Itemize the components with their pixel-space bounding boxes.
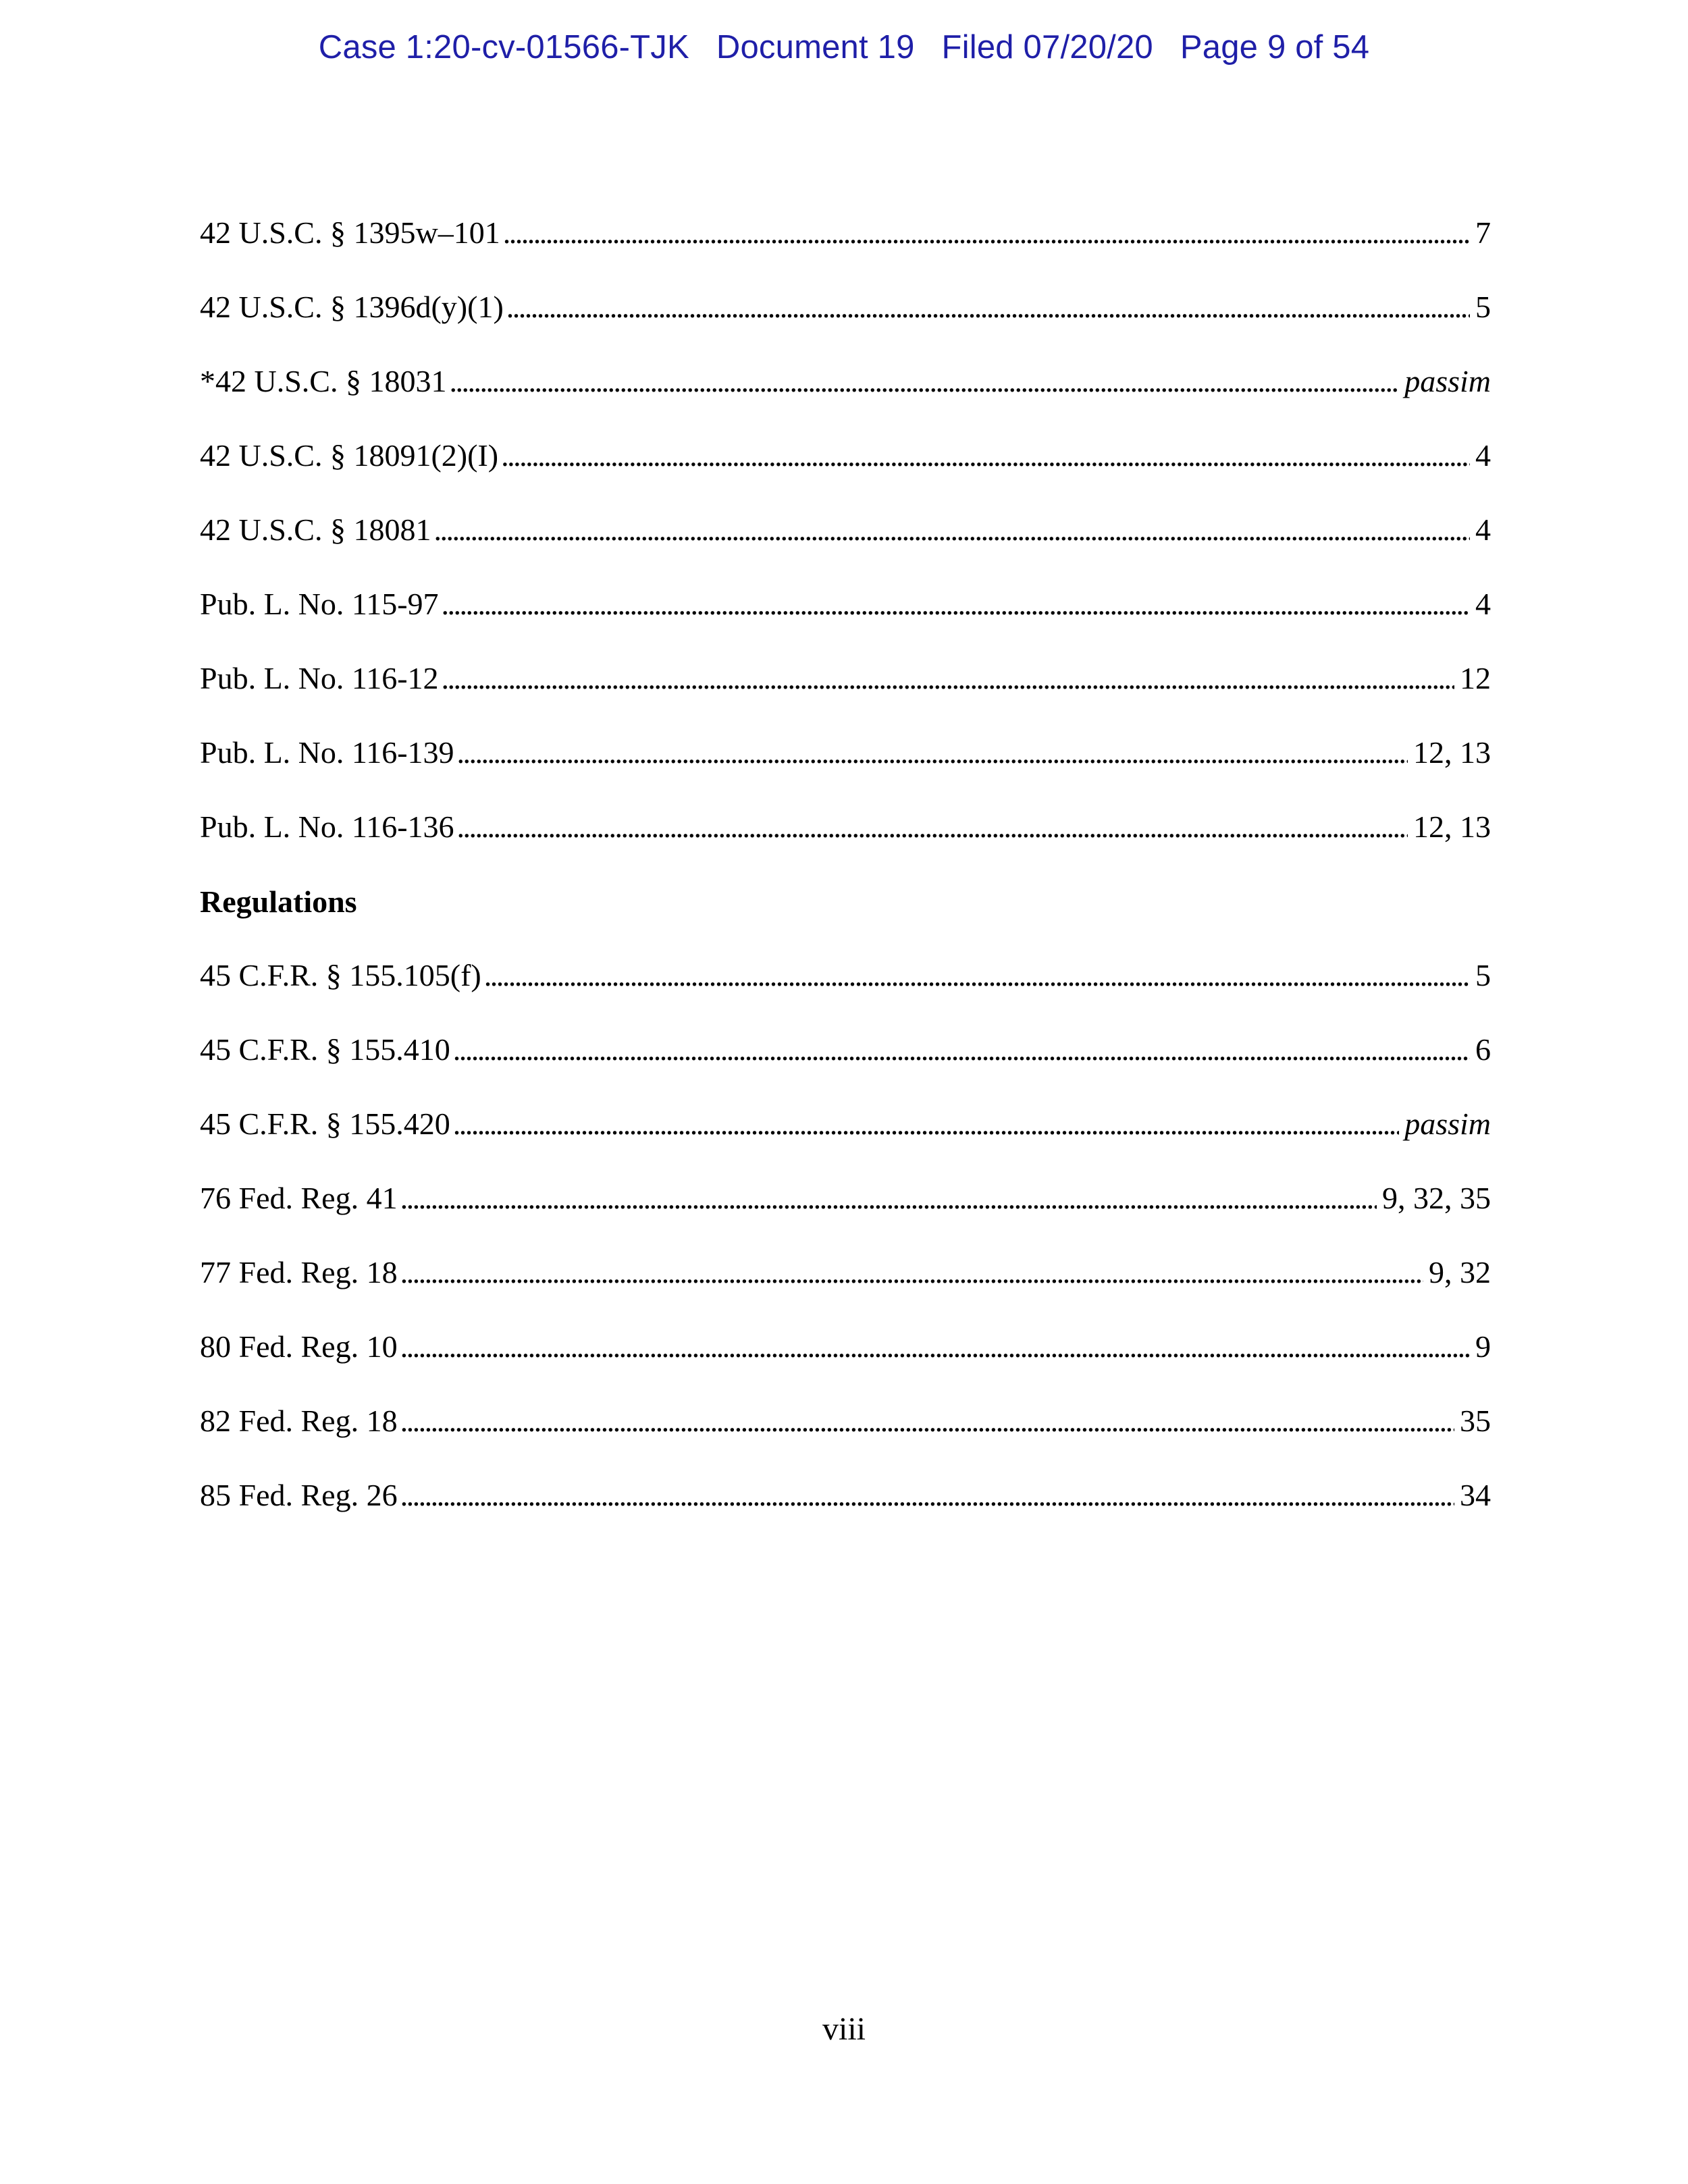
toc-entry-page: 5	[1475, 290, 1491, 324]
toc-entry-page: 5	[1475, 958, 1491, 992]
dot-leader	[457, 737, 1408, 768]
toc-entry	[200, 1310, 1491, 1384]
toc-entry	[200, 344, 1491, 419]
toc-entry-label: Pub. L. No. 116-136	[200, 809, 454, 844]
dot-leader	[449, 366, 1399, 397]
dot-leader	[400, 1257, 1423, 1288]
dot-leader	[442, 589, 1470, 620]
dot-leader	[453, 1109, 1399, 1140]
toc-entry	[200, 270, 1491, 344]
toc-entry-label: *42 U.S.C. § 18031	[200, 364, 447, 398]
toc-entry	[200, 419, 1491, 493]
regulations-list	[200, 938, 1491, 1533]
dot-leader	[442, 663, 1454, 694]
toc-entry-page: 34	[1460, 1478, 1491, 1512]
dot-leader	[453, 1034, 1470, 1065]
toc-entry-page: passim	[1404, 364, 1491, 398]
toc-entry-page: 9, 32, 35	[1382, 1181, 1491, 1215]
toc-entry-label: 45 C.F.R. § 155.420	[200, 1107, 450, 1141]
toc-entry	[200, 196, 1491, 270]
toc-entry	[200, 641, 1491, 716]
toc-entry-label: 42 U.S.C. § 18091(2)(I)	[200, 438, 499, 473]
toc-entry	[200, 1235, 1491, 1310]
toc-entry-page: 35	[1460, 1404, 1491, 1438]
toc-entry-label: 80 Fed. Reg. 10	[200, 1329, 398, 1364]
toc-entry-label: 42 U.S.C. § 1395w–101	[200, 215, 500, 250]
toc-entry-page: 7	[1475, 215, 1491, 250]
toc-entry-label: 45 C.F.R. § 155.105(f)	[200, 958, 481, 992]
document-number: Document 19	[716, 29, 915, 65]
toc-entry-label: 82 Fed. Reg. 18	[200, 1404, 398, 1438]
toc-entry	[200, 938, 1491, 1013]
toc-entry-page: 12, 13	[1413, 809, 1491, 844]
dot-leader	[400, 1406, 1454, 1437]
dot-leader	[400, 1331, 1470, 1362]
toc-entry	[200, 567, 1491, 641]
dot-leader	[400, 1480, 1454, 1511]
toc-entry-page: 4	[1475, 587, 1491, 621]
toc-entry-page: 9, 32	[1429, 1255, 1491, 1289]
filed-date: Filed 07/20/20	[941, 29, 1153, 65]
table-of-authorities	[200, 196, 1491, 1533]
statutes-list	[200, 196, 1491, 864]
toc-entry	[200, 790, 1491, 864]
toc-entry-page: 6	[1475, 1032, 1491, 1067]
footer-page-number: viii	[822, 2011, 866, 2047]
regulations-heading: Regulations	[200, 884, 357, 919]
toc-entry-label: Pub. L. No. 116-139	[200, 735, 454, 770]
case-number: Case 1:20-cv-01566-TJK	[318, 29, 689, 65]
toc-entry	[200, 716, 1491, 790]
toc-entry-label: 42 U.S.C. § 1396d(y)(1)	[200, 290, 504, 324]
toc-entry	[200, 1013, 1491, 1087]
toc-entry-page: 4	[1475, 438, 1491, 473]
toc-entry	[200, 1161, 1491, 1235]
toc-entry-label: Pub. L. No. 115-97	[200, 587, 439, 621]
toc-entry-label: 85 Fed. Reg. 26	[200, 1478, 398, 1512]
toc-entry-label: 77 Fed. Reg. 18	[200, 1255, 398, 1289]
dot-leader	[501, 440, 1470, 471]
toc-entry-label: 42 U.S.C. § 18081	[200, 512, 431, 547]
toc-entry-page: 12, 13	[1413, 735, 1491, 770]
toc-entry-label: 45 C.F.R. § 155.410	[200, 1032, 450, 1067]
toc-entry-page: 12	[1460, 661, 1491, 695]
toc-entry	[200, 1384, 1491, 1458]
toc-entry	[200, 1458, 1491, 1533]
dot-leader	[400, 1183, 1377, 1214]
page-count: Page 9 of 54	[1180, 29, 1370, 65]
toc-entry-page: 4	[1475, 512, 1491, 547]
dot-leader	[484, 960, 1470, 991]
toc-entry	[200, 493, 1491, 567]
toc-entry	[200, 1087, 1491, 1161]
dot-leader	[433, 514, 1470, 545]
dot-leader	[503, 217, 1470, 248]
toc-entry-page: 9	[1475, 1329, 1491, 1364]
toc-entry-label: Pub. L. No. 116-12	[200, 661, 439, 695]
dot-leader	[457, 811, 1408, 843]
toc-entry-label: 76 Fed. Reg. 41	[200, 1181, 398, 1215]
toc-entry-page: passim	[1404, 1107, 1491, 1141]
dot-leader	[506, 292, 1470, 323]
case-header	[0, 28, 1688, 66]
